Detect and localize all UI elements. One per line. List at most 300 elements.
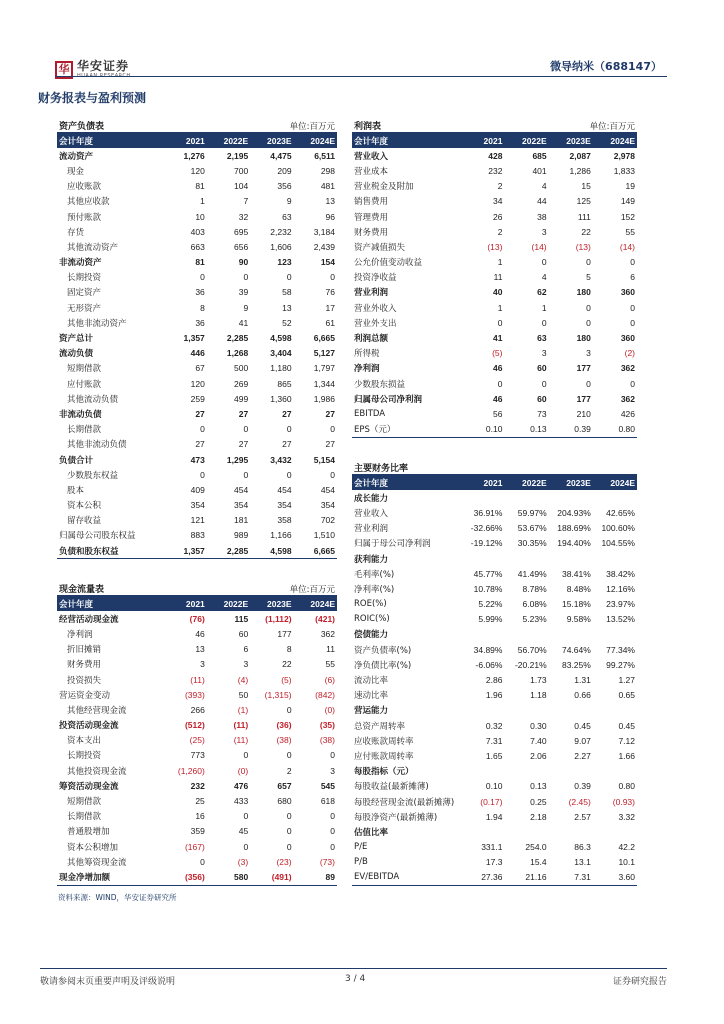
cell-value: 3 xyxy=(200,659,205,670)
cell-value xyxy=(504,551,548,566)
row-label: 投资损失 xyxy=(67,675,102,686)
cell-value: 17 xyxy=(325,302,335,313)
header-label: 会计年度 xyxy=(352,475,460,490)
cell-value: 1,986 xyxy=(313,393,335,404)
cell-value: 0 xyxy=(200,424,205,435)
table-row xyxy=(57,543,337,558)
table-row xyxy=(57,824,337,839)
income-statement-panel xyxy=(352,119,637,438)
table-row xyxy=(352,163,637,178)
cell-value: 0.13 xyxy=(530,424,547,435)
row-label: 归属于母公司净利润 xyxy=(354,539,431,550)
cell-value xyxy=(460,490,504,505)
cell-value: 2.06 xyxy=(530,750,547,761)
table-row xyxy=(57,376,337,391)
row-label: 流动资产 xyxy=(59,151,94,162)
cell-value: 354 xyxy=(277,500,292,511)
cash-flow-table xyxy=(57,596,337,885)
cell-value: 9.07 xyxy=(574,735,591,746)
table-row xyxy=(352,824,637,839)
row-label: 非流动资产 xyxy=(59,258,102,269)
cell-value: (421) xyxy=(315,613,335,624)
cell-value: (4) xyxy=(237,674,249,685)
cell-value: 1,360 xyxy=(270,393,292,404)
row-label: 净利率(%) xyxy=(354,584,395,595)
row-label: 净负债比率(%) xyxy=(354,660,412,671)
row-label: 筹资活动现金流 xyxy=(59,781,119,792)
cell-value: (1,315) xyxy=(264,689,292,700)
cell-value: 3 xyxy=(541,348,547,359)
cell-value: 1,357 xyxy=(183,545,205,556)
table-row xyxy=(352,376,637,391)
cell-value: 358 xyxy=(277,515,292,526)
cell-value: 0.66 xyxy=(574,690,591,701)
cell-value: 1,276 xyxy=(183,150,205,161)
table-row xyxy=(57,255,337,270)
cell-value: 56 xyxy=(493,408,503,419)
cell-value: 8.78% xyxy=(522,583,547,594)
cell-value: (14) xyxy=(619,241,635,252)
row-label: 留存收益 xyxy=(67,516,102,527)
cell-value: 1.65 xyxy=(485,750,503,761)
cell-value: (167) xyxy=(184,841,205,852)
cell-value: (2.45) xyxy=(568,796,591,807)
cell-value: 473 xyxy=(190,454,205,465)
cell-value: 1 xyxy=(497,257,503,268)
cell-value: 0 xyxy=(286,811,292,822)
cell-value: 22 xyxy=(581,226,591,237)
table-row xyxy=(57,611,337,626)
cell-value: (1,260) xyxy=(177,765,205,776)
cell-value: 180 xyxy=(576,333,591,344)
table-row xyxy=(352,809,637,824)
cell-value: 99.27% xyxy=(606,659,635,670)
cell-value: 1,344 xyxy=(313,378,335,389)
cell-value: 111 xyxy=(577,211,591,222)
cell-value: 362 xyxy=(320,628,335,639)
footer-rule xyxy=(40,968,667,969)
row-label: 总资产周转率 xyxy=(354,721,406,732)
cell-value: 125 xyxy=(576,196,591,207)
cell-value: 5.23% xyxy=(522,614,547,625)
table-row xyxy=(352,870,637,885)
cell-value: 32 xyxy=(238,211,249,222)
cell-value: 13.52% xyxy=(606,614,635,625)
table-row xyxy=(57,687,337,702)
cell-value: 17.3 xyxy=(485,857,503,868)
cell-value: 0 xyxy=(286,826,292,837)
cell-value: 0 xyxy=(200,856,205,867)
cell-value: 266 xyxy=(190,704,205,715)
cell-value: 38.41% xyxy=(561,568,591,579)
table-row xyxy=(352,642,637,657)
cell-value: 354 xyxy=(190,500,205,511)
cell-value: 2,232 xyxy=(270,226,292,237)
cell-value: 104 xyxy=(234,181,249,192)
row-label: 存货 xyxy=(67,227,85,238)
row-label: 长期投资 xyxy=(67,751,102,762)
cell-value: 22 xyxy=(282,659,292,670)
cell-value xyxy=(593,824,637,839)
table-row xyxy=(57,702,337,717)
cell-value: 4 xyxy=(541,272,547,283)
cell-value: 13 xyxy=(282,302,292,313)
row-label: 预付账款 xyxy=(67,212,102,223)
row-label: 其他投资现金流 xyxy=(67,766,127,777)
cell-value: 0 xyxy=(243,469,249,480)
cell-value: (36) xyxy=(276,720,292,731)
cell-value xyxy=(549,764,593,779)
cell-value: 695 xyxy=(234,226,249,237)
table-header-row xyxy=(57,133,337,148)
cell-value: 16 xyxy=(195,811,205,822)
cell-value: (14) xyxy=(531,241,547,252)
table-row xyxy=(352,194,637,209)
table-row xyxy=(352,490,637,505)
cell-value: 120 xyxy=(190,165,205,176)
cell-value: 481 xyxy=(320,181,335,192)
cell-value: 204.93% xyxy=(557,507,591,518)
cell-value: 0 xyxy=(286,841,292,852)
row-label: 应收账款 xyxy=(67,182,102,193)
cell-value: 0 xyxy=(330,841,335,852)
row-label: 长期借款 xyxy=(67,425,102,436)
cell-value: 0 xyxy=(586,317,591,328)
table-row xyxy=(352,505,637,520)
cell-value: 0 xyxy=(630,302,635,313)
row-label: 折旧摊销 xyxy=(67,645,102,656)
row-label: 营业成本 xyxy=(354,166,389,177)
row-label: 营业利润 xyxy=(354,524,389,535)
cell-value xyxy=(593,627,637,642)
cell-value: 7.12 xyxy=(618,735,635,746)
table-row xyxy=(57,148,337,163)
cell-value: 403 xyxy=(190,226,205,237)
cell-value: (3) xyxy=(237,856,249,867)
cell-value: 154 xyxy=(320,257,335,268)
table-row xyxy=(352,794,637,809)
cell-value: 2,087 xyxy=(569,150,591,161)
cell-value: 1.18 xyxy=(530,690,547,701)
row-label: 公允价值变动收益 xyxy=(354,258,423,269)
cell-value: 4,598 xyxy=(270,545,292,556)
table-row xyxy=(352,536,637,551)
data-source: 资料来源：WIND，华安证券研究所 xyxy=(58,893,177,902)
cell-value: 74.64% xyxy=(561,644,591,655)
cell-value: 454 xyxy=(234,484,249,495)
header-label: 会计年度 xyxy=(352,133,460,148)
table-row xyxy=(57,346,337,361)
cell-value: 0 xyxy=(330,272,335,283)
row-label: 现金净增加额 xyxy=(59,872,111,883)
cell-value: (5) xyxy=(281,674,292,685)
cell-value: 700 xyxy=(234,165,249,176)
cell-value: 56.70% xyxy=(517,644,547,655)
table-row xyxy=(352,315,637,330)
row-label: 资产负债率(%) xyxy=(354,645,412,656)
cell-value: 41.49% xyxy=(517,568,547,579)
cell-value: 0 xyxy=(541,378,547,389)
cell-value: 1,833 xyxy=(613,165,635,176)
table-row xyxy=(57,733,337,748)
cell-value: 232 xyxy=(190,780,205,791)
cell-value: 60 xyxy=(537,363,547,374)
cell-value: 0 xyxy=(330,469,335,480)
cash-flow-panel xyxy=(57,582,337,886)
cell-value: (35) xyxy=(319,720,335,731)
cell-value: 27 xyxy=(238,439,249,450)
cell-value: 1.73 xyxy=(530,675,547,686)
cell-value: 1.96 xyxy=(485,690,503,701)
table-row xyxy=(352,300,637,315)
cell-value: 499 xyxy=(234,393,249,404)
cell-value: 0.80 xyxy=(618,781,635,792)
table-row xyxy=(352,597,637,612)
cell-value: 15.4 xyxy=(530,857,547,868)
row-label: 偿债能力 xyxy=(354,630,389,641)
cell-value: 663 xyxy=(190,241,205,252)
cell-value: 3.32 xyxy=(618,811,635,822)
header-year: 2023E xyxy=(549,475,593,490)
cell-value: 21.16 xyxy=(525,872,547,883)
row-label: 无形资产 xyxy=(67,303,102,314)
cell-value: 121 xyxy=(190,515,205,526)
header-label: 会计年度 xyxy=(57,596,163,611)
table-row xyxy=(352,748,637,763)
table-row xyxy=(57,763,337,778)
cell-value: (842) xyxy=(315,689,335,700)
stock-name: 微导纳米（688147） xyxy=(550,60,662,73)
ratios-table xyxy=(352,475,637,885)
header-year: 2021 xyxy=(163,596,206,611)
table-row xyxy=(352,255,637,270)
cell-value: 12.16% xyxy=(606,583,635,594)
cell-value: 42.2 xyxy=(618,842,635,853)
cell-value: 0 xyxy=(630,378,635,389)
row-label: 营业税金及附加 xyxy=(354,182,414,193)
row-label: 每股净资产(最新摊薄) xyxy=(354,812,438,823)
cell-value: (38) xyxy=(319,735,335,746)
cell-value: 90 xyxy=(238,257,249,268)
table-row xyxy=(57,793,337,808)
row-label: 经营活动现金流 xyxy=(59,614,119,625)
cell-value: 27.36 xyxy=(481,872,503,883)
cell-value: 476 xyxy=(234,780,249,791)
table-header-row xyxy=(57,596,337,611)
row-label: 营业外支出 xyxy=(354,318,397,329)
cell-value: 120 xyxy=(190,378,205,389)
table-row xyxy=(352,346,637,361)
cell-value: 2,439 xyxy=(313,241,335,252)
cell-value: 3 xyxy=(330,765,335,776)
header-year: 2024E xyxy=(593,475,637,490)
row-label: 股本 xyxy=(67,485,85,496)
cell-value: 1,166 xyxy=(270,530,292,541)
cell-value: 426 xyxy=(620,408,635,419)
cell-value: 180 xyxy=(576,287,591,298)
cell-value: 7.31 xyxy=(574,872,591,883)
cell-value: 62 xyxy=(537,287,547,298)
row-label: 获利能力 xyxy=(354,554,389,565)
table-row xyxy=(57,498,337,513)
cell-value: 50 xyxy=(238,689,249,700)
row-label: 非流动负债 xyxy=(59,409,102,420)
table-row xyxy=(57,839,337,854)
cell-value: 0 xyxy=(541,317,547,328)
cell-value: -6.06% xyxy=(475,659,503,670)
row-label: 投资活动现金流 xyxy=(59,721,119,732)
cell-value: 55 xyxy=(325,659,335,670)
cell-value: 2.57 xyxy=(574,811,591,822)
cell-value: 773 xyxy=(190,750,205,761)
cell-value: (393) xyxy=(184,689,205,700)
cell-value: 115 xyxy=(234,613,249,624)
cell-value xyxy=(549,627,593,642)
cell-value: 9 xyxy=(243,302,249,313)
cell-value: (11) xyxy=(233,720,249,731)
cell-value: 81 xyxy=(195,257,205,268)
cell-value: 0 xyxy=(330,424,335,435)
header-year: 2022E xyxy=(207,133,250,148)
cell-value xyxy=(460,824,504,839)
cell-value: 188.69% xyxy=(557,523,591,534)
cell-value: 6,665 xyxy=(313,545,335,556)
cell-value: 63 xyxy=(282,211,292,222)
cell-value: (2) xyxy=(624,348,635,359)
cell-value xyxy=(460,764,504,779)
table-row xyxy=(57,422,337,437)
cell-value: 149 xyxy=(620,196,635,207)
cell-value: 401 xyxy=(532,165,547,176)
row-label: EPS（元） xyxy=(354,425,396,436)
cell-value: (0.93) xyxy=(612,796,635,807)
cell-value: 989 xyxy=(234,530,249,541)
cell-value: 1,510 xyxy=(313,530,335,541)
cell-value: 0 xyxy=(586,257,591,268)
row-label: 流动负债 xyxy=(59,349,94,360)
table-row xyxy=(57,285,337,300)
table-row xyxy=(352,224,637,239)
cell-value: (38) xyxy=(276,735,292,746)
cell-value: 11 xyxy=(493,272,503,283)
cell-value: 30.35% xyxy=(517,538,547,549)
row-label: 营业收入 xyxy=(354,151,389,162)
row-label: 成长能力 xyxy=(354,493,389,504)
cell-value: 2,978 xyxy=(613,150,635,161)
cell-value: 53.67% xyxy=(517,523,547,534)
cell-value: 0 xyxy=(243,424,249,435)
row-label: 速动比率 xyxy=(354,691,389,702)
cell-value: (1) xyxy=(237,704,249,715)
row-label: 销售费用 xyxy=(354,197,389,208)
cell-value: 0 xyxy=(243,811,249,822)
cell-value: 0 xyxy=(286,424,292,435)
cell-value: 61 xyxy=(325,317,335,328)
row-label: 流动比率 xyxy=(354,676,389,687)
table-row xyxy=(57,315,337,330)
cell-value: 8 xyxy=(286,644,292,655)
cell-value: 428 xyxy=(488,150,503,161)
logo-name-cn: 华安证券 xyxy=(77,59,130,73)
cell-value: 545 xyxy=(320,780,335,791)
row-label: P/E xyxy=(354,842,368,853)
disclaimer-note: 敬请参阅末页重要声明及评级说明 xyxy=(40,977,176,987)
row-label: 其他筹资现金流 xyxy=(67,857,127,868)
row-label: 其他非流动负债 xyxy=(67,440,127,451)
table-row xyxy=(352,627,637,642)
cell-value: 0 xyxy=(586,302,591,313)
cell-value: 356 xyxy=(277,181,292,192)
cell-value: 38 xyxy=(537,211,547,222)
cell-value: 2.18 xyxy=(530,811,547,822)
table-row xyxy=(57,642,337,657)
cell-value: -19.12% xyxy=(470,538,503,549)
cell-value: 181 xyxy=(234,515,249,526)
cell-value: 454 xyxy=(320,484,335,495)
report-type: 证券研究报告 xyxy=(612,977,667,987)
row-label: 净利润 xyxy=(354,364,380,375)
balance-sheet-title: 资产负债表 xyxy=(59,122,105,132)
cell-value: 23.97% xyxy=(606,599,635,610)
row-label: 投资净收益 xyxy=(354,273,397,284)
row-label: 负债合计 xyxy=(59,455,94,466)
row-label: 每股收益(最新摊薄) xyxy=(354,782,429,793)
cell-value: 27 xyxy=(325,439,335,450)
cell-value: 359 xyxy=(190,826,205,837)
cell-value: 1 xyxy=(497,302,503,313)
row-label: 其他经营现金流 xyxy=(67,705,127,716)
table-row xyxy=(352,148,637,163)
table-row xyxy=(352,703,637,718)
cell-value: 360 xyxy=(620,287,635,298)
table-row xyxy=(352,391,637,406)
cell-value: 100.60% xyxy=(601,523,635,534)
cell-value: 42.65% xyxy=(606,507,635,518)
cell-value: 454 xyxy=(277,484,292,495)
cell-value: 0 xyxy=(286,750,292,761)
cell-value: 86.3 xyxy=(574,842,591,853)
table-row xyxy=(57,626,337,641)
cell-value: 362 xyxy=(620,363,635,374)
cell-value: 41 xyxy=(493,333,503,344)
cell-value: 331.1 xyxy=(481,842,503,853)
cell-value: 5 xyxy=(586,272,591,283)
cell-value: 0 xyxy=(497,378,503,389)
header-label: 会计年度 xyxy=(57,133,163,148)
cell-value: 83.25% xyxy=(561,659,591,670)
cell-value: 7.31 xyxy=(485,735,503,746)
table-row xyxy=(57,391,337,406)
cell-value: 0 xyxy=(200,469,205,480)
table-row xyxy=(57,869,337,884)
cell-value: 2,195 xyxy=(226,150,249,161)
row-label: 营业外收入 xyxy=(354,303,397,314)
cell-value: 3,404 xyxy=(270,348,292,359)
cell-value: 2,285 xyxy=(226,545,249,556)
balance-sheet-unit: 单位:百万元 xyxy=(289,122,335,132)
cell-value: (356) xyxy=(184,871,205,882)
cell-value: 1,286 xyxy=(569,165,591,176)
cell-value: 76 xyxy=(325,287,335,298)
cell-value: 40 xyxy=(493,287,503,298)
cell-value: 36.91% xyxy=(473,507,503,518)
cell-value: 6,665 xyxy=(313,333,335,344)
row-label: 固定资产 xyxy=(67,288,102,299)
cell-value: 38.42% xyxy=(606,568,635,579)
cell-value: 177 xyxy=(277,628,292,639)
cell-value: 1.27 xyxy=(618,675,635,686)
cell-value: 0 xyxy=(330,811,335,822)
